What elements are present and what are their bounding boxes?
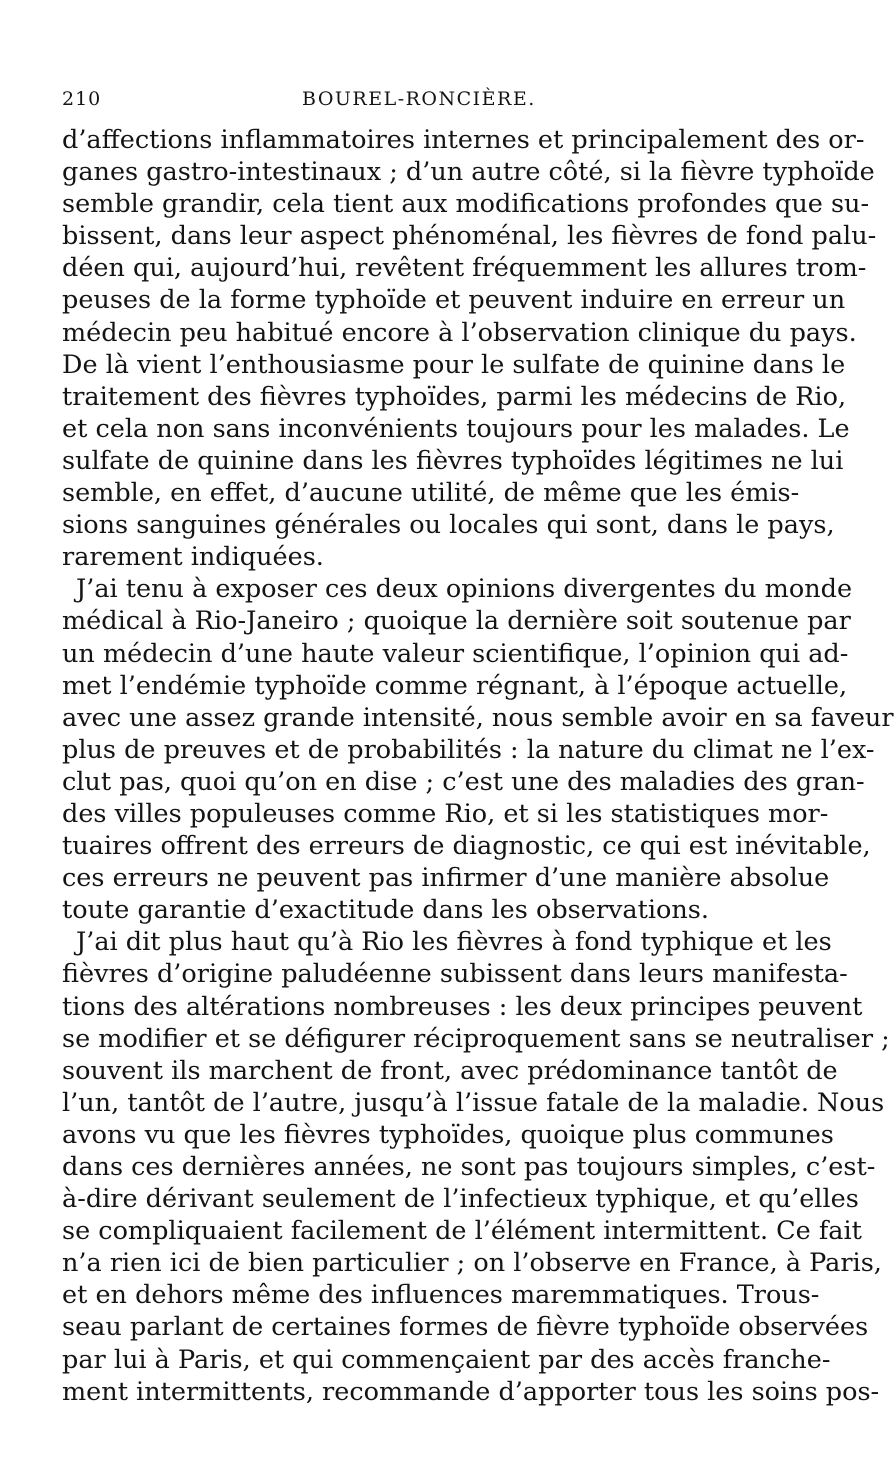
page-header [62,88,764,114]
text-line: ganes gastro-intestinaux ; d’un autre côté, si la fièvre typhoïde [62,157,875,188]
running-head: BOUREL-RONCIÈRE. [302,88,536,110]
text-line: et cela non sans inconvénients toujours pour les malades. Le [62,413,850,444]
text-line: De là vient l’enthousiasme pour le sulfate de quinine dans le [62,349,846,380]
text-line: rarement indiquées. [62,542,324,573]
text-line: J’ai dit plus haut qu’à Rio les fièvres à fond typhique et les [76,927,832,958]
text-line: à-dire dérivant seulement de l’infectieux typhique, et qu’elles [62,1184,859,1215]
text-line: avons vu que les fièvres typhoïdes, quoique plus communes [62,1119,834,1150]
text-line: J’ai tenu à exposer ces deux opinions divergentes du monde [76,574,853,605]
paragraph [62,926,890,1407]
paragraph [62,124,877,573]
text-line: l’un, tantôt de l’autre, jusqu’à l’issue fatale de la maladie. Nous [62,1087,885,1118]
text-line: peuses de la forme typhoïde et peuvent induire en erreur un [62,285,846,316]
text-line: bissent, dans leur aspect phénoménal, les fièvres de fond palu- [62,221,877,252]
text-line: médical à Rio-Janeiro ; quoique la dernière soit soutenue par [62,606,851,637]
text-line: par lui à Paris, et qui commençaient par des accès franche- [62,1344,831,1375]
text-line: sions sanguines générales ou locales qui sont, dans le pays, [62,510,835,541]
text-line: fièvres d’origine paludéenne subissent dans leurs manifesta- [62,959,848,990]
page-number: 210 [62,88,102,110]
text-line: déen qui, aujourd’hui, revêtent fréquemment les allures trom- [62,253,867,284]
text-line: avec une assez grande intensité, nous semble avoir en sa faveur [62,702,894,733]
text-line: semble, en effet, d’aucune utilité, de même que les émis- [62,478,800,509]
text-line: ces erreurs ne peuvent pas infirmer d’une manière absolue [62,863,830,894]
body-text [62,124,894,1408]
text-line: n’a rien ici de bien particulier ; on l’observe en France, à Paris, [62,1248,882,1279]
text-line: médecin peu habitué encore à l’observation clinique du pays. [62,317,857,348]
text-line: un médecin d’une haute valeur scientifique, l’opinion qui ad- [62,638,849,669]
text-line: et en dehors même des influences maremmatiques. Trous- [62,1280,820,1311]
text-line: clut pas, quoi qu’on en dise ; c’est une des maladies des gran- [62,766,865,797]
text-line: se compliquaient facilement de l’élément intermittent. Ce fait [62,1216,862,1247]
text-line: seau parlant de certaines formes de fièvre typhoïde observées [62,1312,869,1343]
text-line: sulfate de quinine dans les fièvres typhoïdes légitimes ne lui [62,445,844,476]
text-line: d’affections inflammatoires internes et principalement des or- [62,125,865,155]
paragraph [62,573,894,926]
text-line: se modifier et se défigurer réciproquement sans se neutraliser ; [62,1023,890,1054]
text-line: tuaires offrent des erreurs de diagnostic, ce qui est inévitable, [62,831,871,862]
text-line: met l’endémie typhoïde comme régnant, à l’époque actuelle, [62,670,848,701]
text-line: toute garantie d’exactitude dans les observations. [62,895,709,926]
text-line: traitement des fièvres typhoïdes, parmi les médecins de Rio, [62,381,847,412]
text-line: dans ces dernières années, ne sont pas toujours simples, c’est- [62,1152,876,1182]
text-line: tions des altérations nombreuses : les deux principes peuvent [62,991,863,1022]
text-line: souvent ils marchent de front, avec prédominance tantôt de [62,1055,838,1086]
text-line: semble grandir, cela tient aux modifications profondes que su- [62,189,870,220]
text-line: plus de preuves et de probabilités : la nature du climat ne l’ex- [62,734,875,765]
text-line: des villes populeuses comme Rio, et si les statistiques mor- [62,798,829,829]
text-line: ment intermittents, recommande d’apporter tous les soins pos- [62,1376,880,1407]
